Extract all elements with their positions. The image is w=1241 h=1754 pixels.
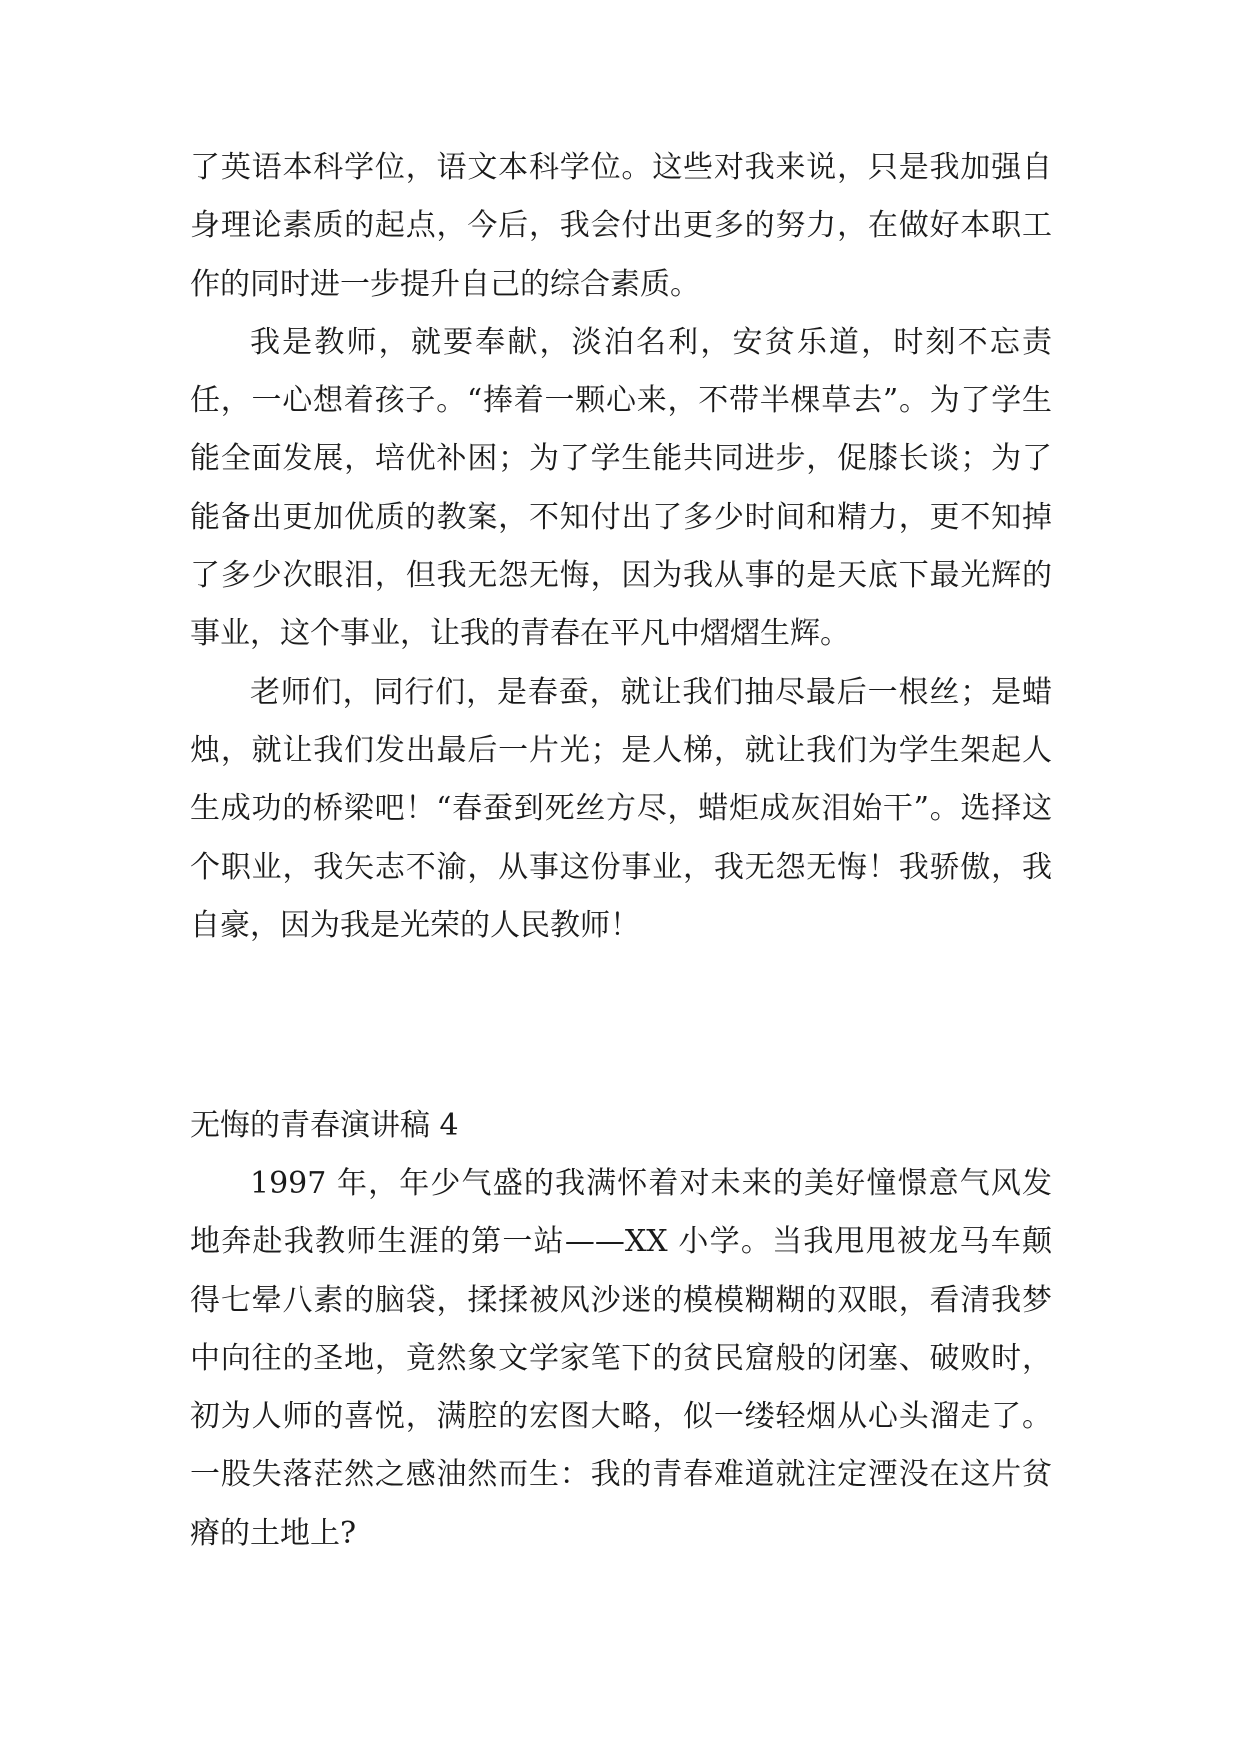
section-2-body <box>190 1155 1052 1563</box>
paragraph-teacher-dedication: 我是教师，就要奉献，淡泊名利，安贫乐道，时刻不忘责任，一心想着孩子。“捧着一颗心来，不带半棵草去”。为了学生能全面发展，培优补困；为了学生能共同进步，促膝长谈；为了能备出更加优质的教案，不知付出了多少时间和精力，更不知掉了多少次眼泪，但我无怨无悔，因为我从事的是天底下最光辉的事业，这个事业，让我的青春在平凡中熠熠生辉。 <box>190 324 1052 652</box>
paragraph-1997-story: 1997 年，年少气盛的我满怀着对未来的美好憧憬意气风发地奔赴我教师生涯的第一站——XX 小学。当我甩甩被龙马车颠得七晕八素的脑袋，揉揉被风沙迷的模模糊糊的双眼，看清我梦中向往的圣地，竟然象文学家笔下的贫民窟般的闭塞、破败时，初为人师的喜悦，满腔的宏图大略，似一缕轻烟从心头溜走了。一股失落茫然之感油然而生：我的青春难道就注定湮没在这片贫瘠的土地上? <box>190 1166 1052 1551</box>
paragraph-continuation: 了英语本科学位，语文本科学位。这些对我来说，只是我加强自身理论素质的起点，今后，我会付出更多的努力，在做好本职工作的同时进一步提升自己的综合素质。 <box>190 150 1052 302</box>
paragraph-closing-appeal: 老师们，同行们，是春蚕，就让我们抽尽最后一根丝；是蜡烛，就让我们发出最后一片光；是人梯，就让我们为学生架起人生成功的桥梁吧！“春蚕到死丝方尽，蜡炬成灰泪始干”。选择这个职业，我矢志不渝，从事这份事业，我无怨无悔！我骄傲，我自豪，因为我是光荣的人民教师！ <box>190 674 1052 943</box>
section-1-body <box>190 139 1052 955</box>
section-title: 无悔的青春演讲稿 4 <box>190 1108 459 1143</box>
